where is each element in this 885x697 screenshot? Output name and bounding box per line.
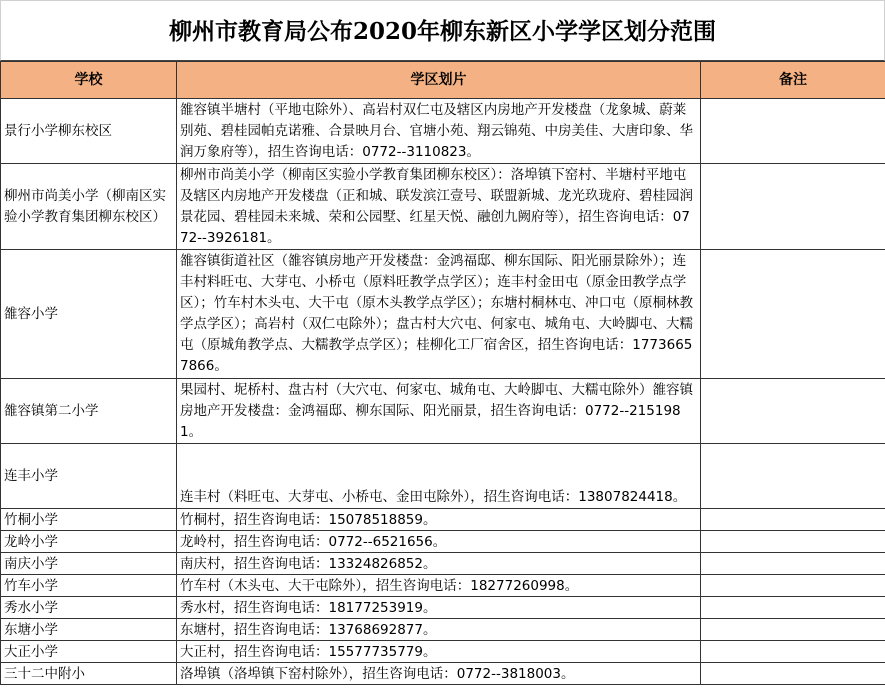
note-cell[interactable] (701, 575, 885, 597)
table-row (1, 379, 885, 444)
school-cell[interactable]: 大正小学 (1, 641, 177, 663)
column-header-note[interactable]: 备注 (701, 62, 885, 99)
school-cell[interactable]: 竹桐小学 (1, 509, 177, 531)
note-cell[interactable] (701, 619, 885, 641)
school-cell[interactable]: 南庆小学 (1, 553, 177, 575)
column-header-school[interactable]: 学校 (1, 62, 177, 99)
header-row (1, 62, 885, 99)
zone-cell[interactable]: 果园村、坭桥村、盘古村（大穴屯、何家屯、城角屯、大岭脚屯、大糯屯除外）雒容镇房地产开发楼盘：金鸿福邸、柳东国际、阳光丽景，招生咨询电话：0772--2151981。 (177, 379, 701, 444)
note-cell[interactable] (701, 509, 885, 531)
school-cell[interactable]: 柳州市尚美小学（柳南区实验小学教育集团柳东校区） (1, 164, 177, 250)
zone-cell[interactable]: 大正村，招生咨询电话：15577735779。 (177, 641, 701, 663)
zone-cell[interactable]: 竹车村（木头屯、大干屯除外），招生咨询电话：18277260998。 (177, 575, 701, 597)
zone-cell[interactable]: 秀水村，招生咨询电话：18177253919。 (177, 597, 701, 619)
note-cell[interactable] (701, 99, 885, 164)
school-cell[interactable]: 三十二中附小 (1, 663, 177, 685)
note-cell[interactable] (701, 641, 885, 663)
note-cell[interactable] (701, 444, 885, 509)
school-district-table (0, 61, 885, 685)
table-row (1, 641, 885, 663)
table-row (1, 509, 885, 531)
note-cell[interactable] (701, 553, 885, 575)
table-row (1, 619, 885, 641)
zone-cell[interactable]: 柳州市尚美小学（柳南区实验小学教育集团柳东校区）：洛埠镇下窑村、半塘村平地屯及辖区内房地产开发楼盘（正和城、联发滨江壹号、联盟新城、龙光玖珑府、碧桂园润景花园、碧桂园未来城、荣和公园墅、红星天悦、融创九阙府等），招生咨询电话：0772--3926181。 (177, 164, 701, 250)
table-row (1, 575, 885, 597)
table-row (1, 164, 885, 250)
school-cell[interactable]: 雒容镇第二小学 (1, 379, 177, 444)
table-row (1, 99, 885, 164)
zone-cell[interactable]: 雒容镇半塘村（平地屯除外）、高岩村双仁屯及辖区内房地产开发楼盘（龙象城、蔚莱别苑、碧桂园帕克诺雅、合景映月台、官塘小苑、翔云锦苑、中房美佳、大唐印象、华润万象府等），招生咨询电话：0772--3110823。 (177, 99, 701, 164)
zone-cell[interactable]: 洛埠镇（洛埠镇下窑村除外），招生咨询电话：0772--3818003。 (177, 663, 701, 685)
table-row (1, 597, 885, 619)
note-cell[interactable] (701, 164, 885, 250)
zone-cell[interactable]: 连丰村（料旺屯、大芽屯、小桥屯、金田屯除外），招生咨询电话：13807824418。 (177, 444, 701, 509)
table-row (1, 444, 885, 509)
zone-cell[interactable]: 雒容镇街道社区（雒容镇房地产开发楼盘：金鸿福邸、柳东国际、阳光丽景除外）；连丰村料旺屯、大芽屯、小桥屯（原料旺教学点学区）；连丰村金田屯（原金田教学点学区）；竹车村木头屯、大干屯（原木头教学点学区）；东塘村桐林屯、冲口屯（原桐林教学点学区）；高岩村（双仁屯除外）；盘古村大穴屯、何家屯、城角屯、大岭脚屯、大糯屯（原城角教学点、大糯教学点学区）；桂柳化工厂宿舍区，招生咨询电话：17736657866。 (177, 250, 701, 379)
school-cell[interactable]: 秀水小学 (1, 597, 177, 619)
note-cell[interactable] (701, 531, 885, 553)
school-cell[interactable]: 竹车小学 (1, 575, 177, 597)
school-cell[interactable]: 龙岭小学 (1, 531, 177, 553)
page-title: 柳州市教育局公布2020年柳东新区小学学区划分范围 (0, 0, 885, 61)
table-row (1, 663, 885, 685)
school-cell[interactable]: 景行小学柳东校区 (1, 99, 177, 164)
note-cell[interactable] (701, 597, 885, 619)
school-cell[interactable]: 连丰小学 (1, 444, 177, 509)
column-header-zone[interactable]: 学区划片 (177, 62, 701, 99)
note-cell[interactable] (701, 250, 885, 379)
table-row (1, 553, 885, 575)
table-row (1, 250, 885, 379)
table-row (1, 531, 885, 553)
zone-cell[interactable]: 东塘村，招生咨询电话：13768692877。 (177, 619, 701, 641)
school-cell[interactable]: 雒容小学 (1, 250, 177, 379)
zone-cell[interactable]: 竹桐村，招生咨询电话：15078518859。 (177, 509, 701, 531)
zone-cell[interactable]: 龙岭村，招生咨询电话：0772--6521656。 (177, 531, 701, 553)
zone-cell[interactable]: 南庆村，招生咨询电话：13324826852。 (177, 553, 701, 575)
school-cell[interactable]: 东塘小学 (1, 619, 177, 641)
note-cell[interactable] (701, 379, 885, 444)
note-cell[interactable] (701, 663, 885, 685)
